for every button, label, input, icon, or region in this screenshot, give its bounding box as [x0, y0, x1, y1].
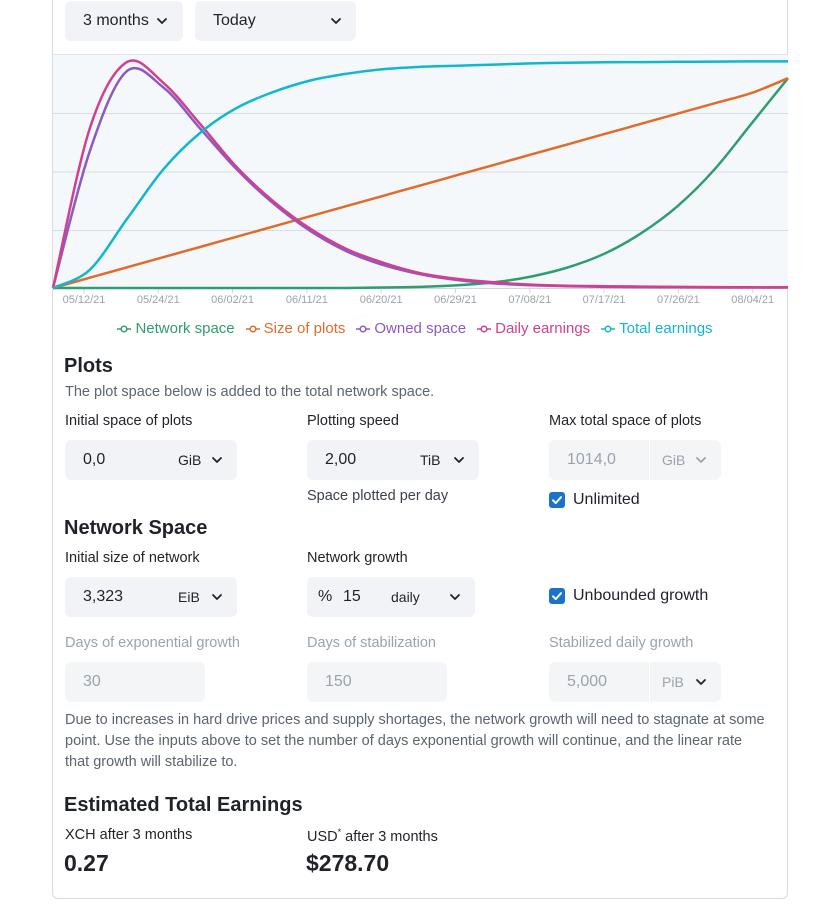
- x-tick-label: 07/08/21: [508, 294, 552, 306]
- initial-size-unit[interactable]: EiB: [178, 589, 200, 605]
- x-tick-label: 06/20/21: [359, 294, 403, 306]
- max-total-label: Max total space of plots: [549, 413, 702, 429]
- days-exp-value: 30: [83, 673, 101, 690]
- legend-line-icon: [477, 324, 491, 334]
- legend-line-icon: [117, 324, 131, 334]
- chevron-down-icon: [452, 453, 466, 472]
- usd-label-prefix: USD: [307, 828, 338, 845]
- percent-prefix: %: [318, 588, 333, 605]
- time-range-select[interactable]: [65, 1, 183, 41]
- legend-line-icon: [601, 324, 615, 334]
- network-growth-label: Network growth: [307, 550, 408, 566]
- days-exp-label: Days of exponential growth: [65, 635, 240, 651]
- initial-space-label: Initial space of plots: [65, 413, 193, 429]
- series-line-daily-earnings: [53, 60, 788, 288]
- usd-value: $278.70: [306, 850, 390, 876]
- plotting-speed-help: Space plotted per day: [307, 488, 449, 504]
- checkmark-icon: [551, 494, 563, 506]
- stab-daily-input: [549, 662, 721, 702]
- growth-period-select[interactable]: daily: [391, 589, 420, 605]
- legend-item-daily-earnings[interactable]: [477, 320, 590, 337]
- stab-daily-label: Stabilized daily growth: [549, 635, 694, 651]
- legend-item-owned-space[interactable]: [356, 320, 466, 337]
- time-range-value: 3 months: [83, 12, 149, 29]
- x-tick-label: 06/29/21: [434, 294, 477, 306]
- xch-label: XCH after 3 months: [65, 827, 193, 843]
- earnings-chart: [53, 54, 788, 289]
- plotting-speed-value: 2,00: [325, 451, 357, 468]
- chart-legend: [0, 320, 830, 337]
- input-divider: [649, 662, 650, 702]
- stab-daily-unit: PiB: [662, 674, 684, 690]
- usd-footnote-mark: *: [337, 827, 342, 837]
- series-line-size-of-plots: [53, 78, 788, 288]
- usd-label: [307, 827, 438, 845]
- legend-line-icon: [356, 324, 370, 334]
- plotting-speed-unit[interactable]: TiB: [420, 452, 441, 468]
- chevron-down-icon: [329, 14, 343, 28]
- start-date-value: Today: [213, 12, 256, 29]
- chevron-down-icon: [210, 590, 224, 609]
- unbounded-growth-label[interactable]: Unbounded growth: [573, 587, 709, 604]
- network-growth-value: 15: [343, 588, 361, 605]
- chevron-down-icon: [694, 675, 708, 694]
- days-exp-input: [65, 662, 205, 702]
- max-total-unit: GiB: [662, 452, 686, 468]
- x-tick-label: 07/26/21: [656, 294, 700, 306]
- initial-size-value: 3,323: [83, 588, 124, 605]
- legend-line-icon: [246, 324, 260, 334]
- stab-daily-value: 5,000: [567, 673, 608, 690]
- x-tick-label: 06/02/21: [211, 294, 255, 306]
- x-tick-label: 07/17/21: [582, 294, 626, 306]
- max-total-input: [549, 440, 721, 480]
- legend-item-total-earnings[interactable]: [601, 320, 712, 337]
- max-total-value: 1014,0: [567, 451, 616, 468]
- unlimited-checkbox[interactable]: [549, 492, 565, 508]
- x-tick-label: 05/24/21: [136, 294, 180, 306]
- network-growth-note: Due to increases in hard drive prices and supply shortages, the network growth will need to stagnate at some point. Use the inputs above to set the number of days exponential growth will continue, and the linear rate that growth will stabilize to.: [65, 712, 765, 770]
- legend-label: Size of plots: [263, 320, 346, 337]
- initial-space-input[interactable]: [65, 440, 237, 480]
- x-tick-label: 08/04/21: [731, 294, 775, 306]
- chevron-down-icon: [210, 453, 224, 472]
- network-growth-input[interactable]: [307, 577, 475, 617]
- legend-item-network-space[interactable]: [117, 320, 234, 337]
- days-stab-value: 150: [325, 673, 352, 690]
- input-divider: [649, 440, 650, 480]
- legend-label: Owned space: [374, 320, 467, 337]
- x-tick-label: 06/11/21: [285, 294, 328, 306]
- legend-label: Daily earnings: [495, 320, 591, 337]
- plots-title: Plots: [64, 355, 113, 377]
- unlimited-label[interactable]: Unlimited: [573, 491, 640, 508]
- chevron-down-icon: [694, 453, 708, 472]
- chevron-down-icon: [448, 590, 462, 609]
- plots-description: The plot space below is added to the total network space.: [65, 384, 435, 400]
- legend-item-size-of-plots[interactable]: [246, 320, 346, 337]
- xch-value: 0.27: [64, 850, 109, 876]
- x-tick-label: 05/12/21: [62, 294, 106, 306]
- series-line-total-earnings: [53, 61, 788, 288]
- plotting-speed-input[interactable]: [307, 440, 479, 480]
- legend-label: Network space: [135, 320, 235, 337]
- chevron-down-icon: [155, 14, 169, 28]
- initial-space-unit[interactable]: GiB: [178, 452, 202, 468]
- start-date-select[interactable]: [195, 1, 356, 41]
- checkmark-icon: [551, 590, 563, 602]
- initial-space-value: 0,0: [83, 451, 106, 468]
- unbounded-growth-checkbox[interactable]: [549, 588, 565, 604]
- days-stab-label: Days of stabilization: [307, 635, 436, 651]
- legend-label: Total earnings: [619, 320, 713, 337]
- initial-size-input[interactable]: [65, 577, 237, 617]
- network-title: Network Space: [64, 517, 208, 539]
- earnings-title: Estimated Total Earnings: [64, 794, 303, 816]
- days-stab-input: [307, 662, 447, 702]
- series-line-owned-space: [53, 68, 788, 288]
- plotting-speed-label: Plotting speed: [307, 413, 399, 429]
- usd-label-suffix: after 3 months: [341, 828, 438, 845]
- initial-size-label: Initial size of network: [65, 550, 200, 566]
